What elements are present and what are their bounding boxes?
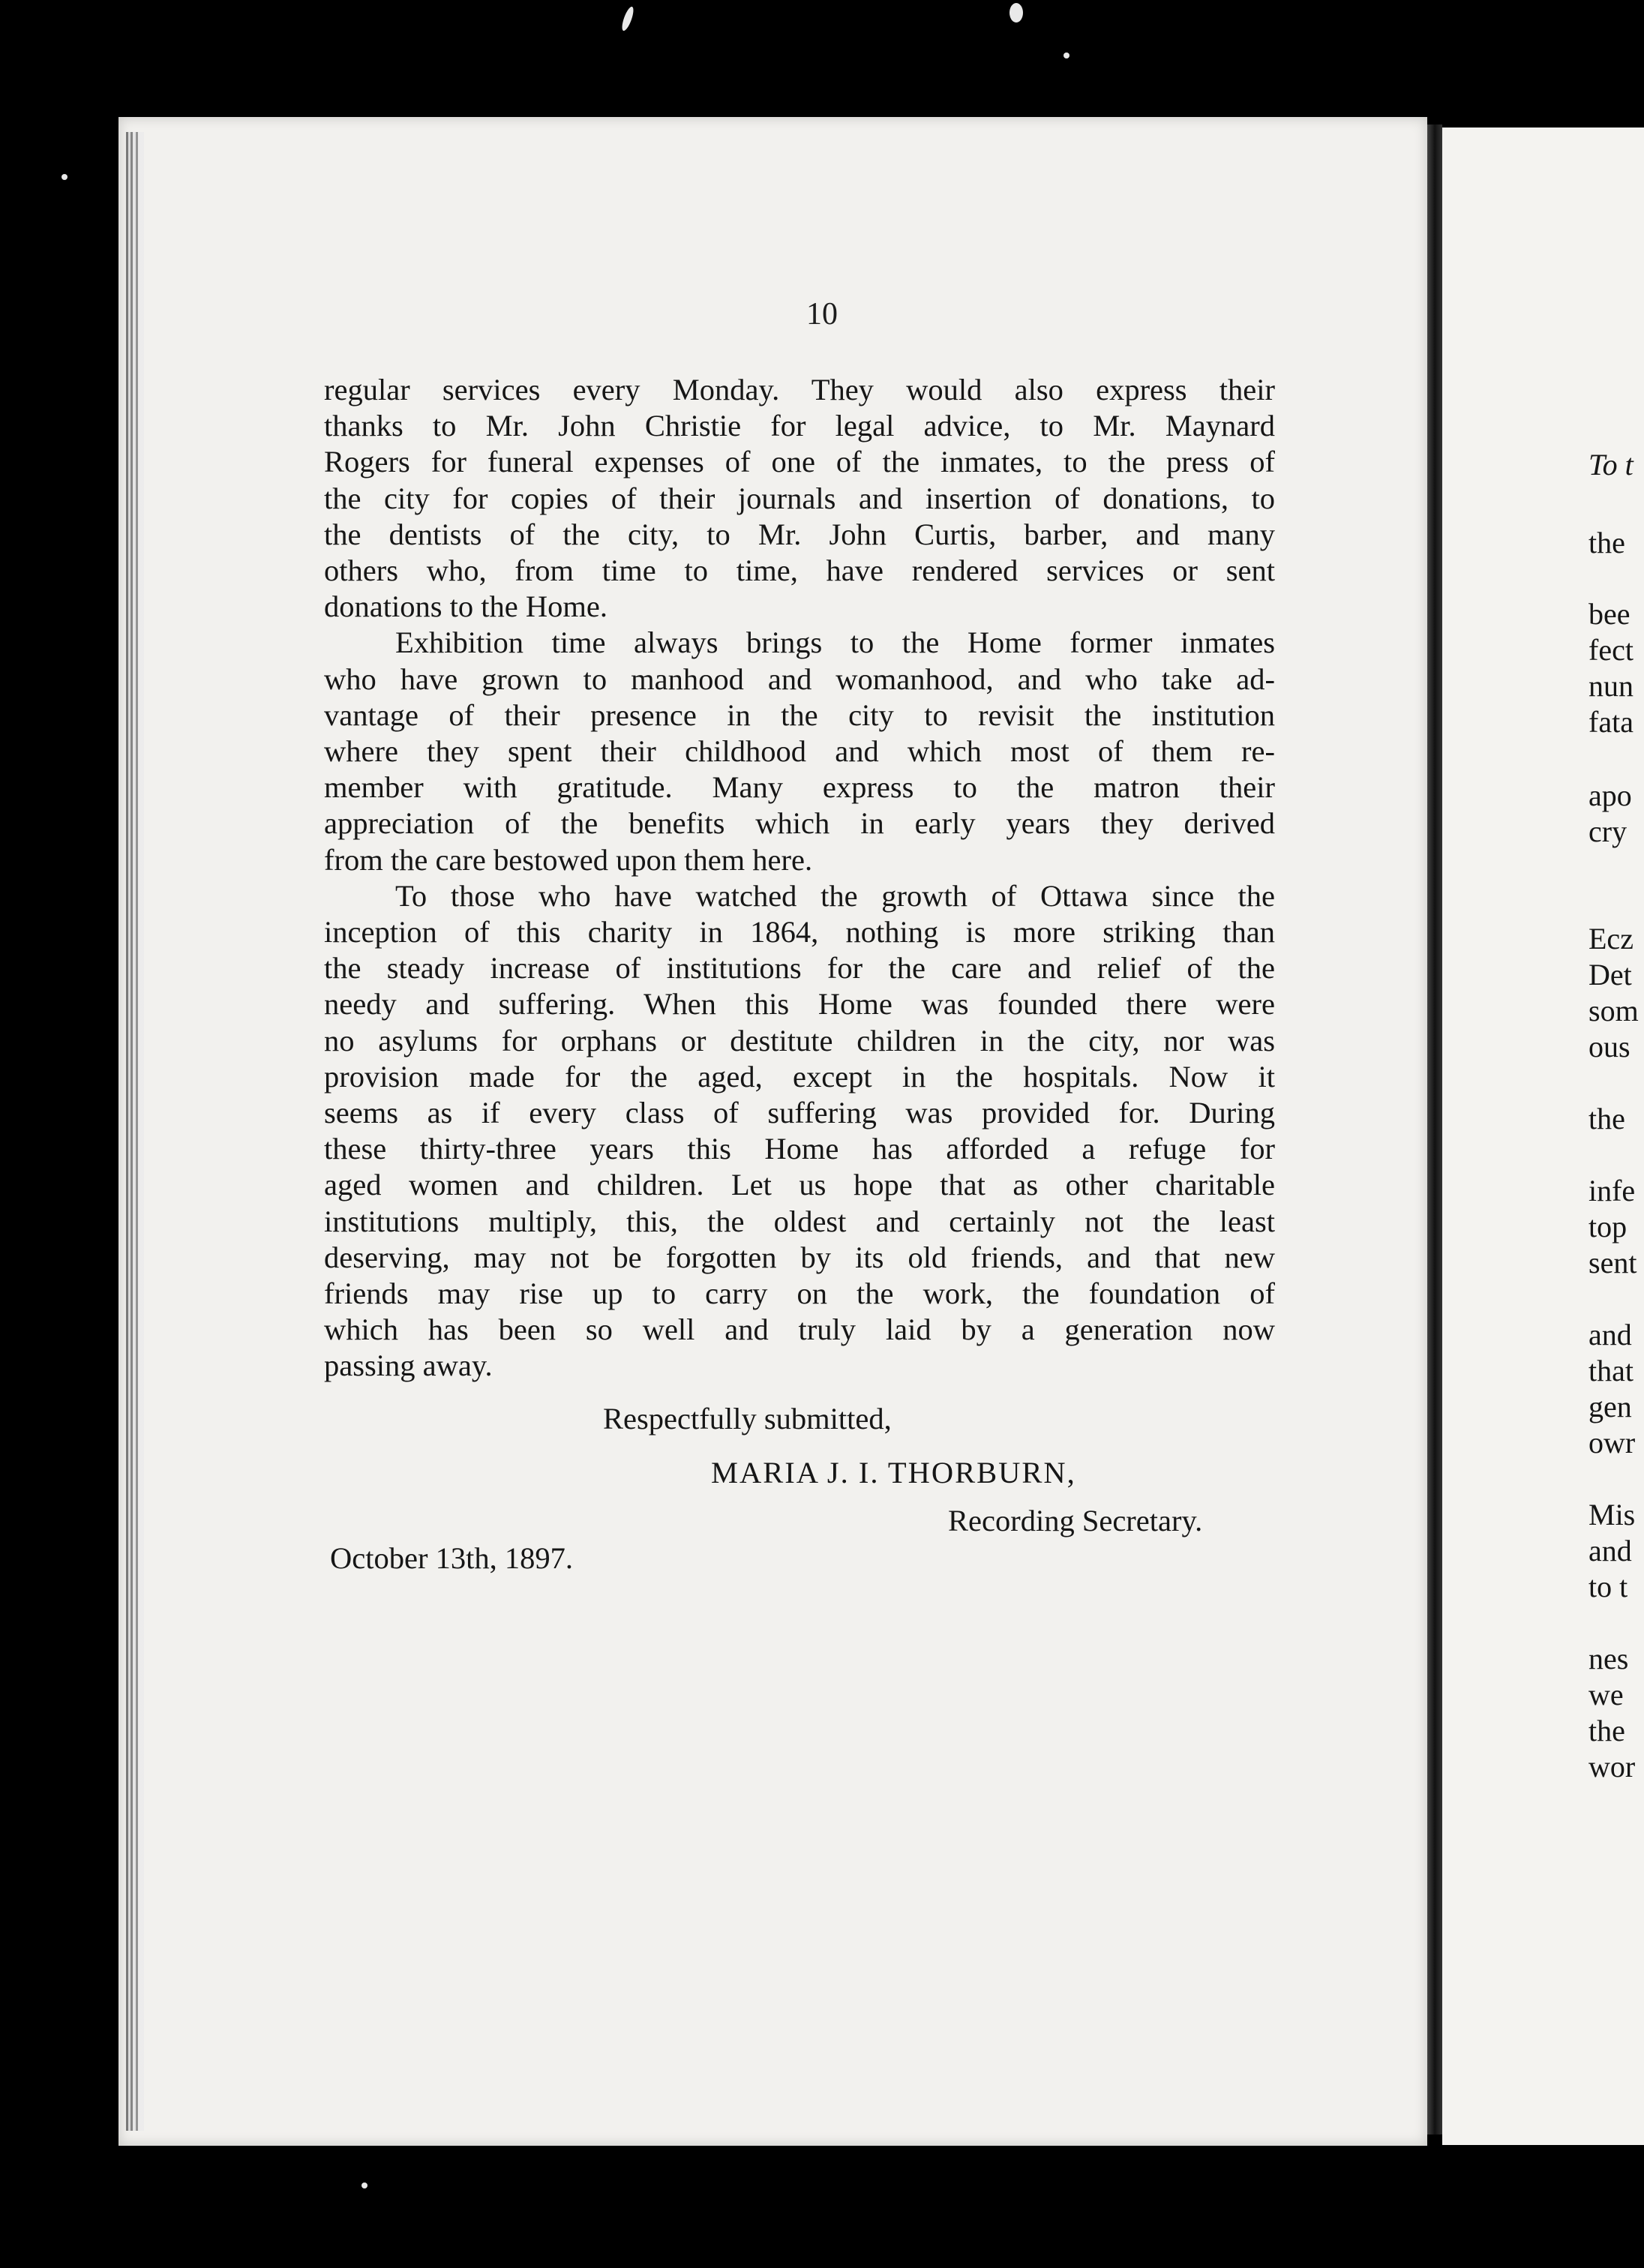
- body-text: [324, 372, 1275, 1384]
- text-line: inception of this charity in 1864, nothing is more striking than: [324, 915, 1275, 950]
- fragment-line: we: [1588, 1678, 1624, 1712]
- text-line: thanks to Mr. John Christie for legal advice, to Mr. Maynard: [324, 409, 1275, 443]
- text-line: the city for copies of their journals and insertion of donations, to: [324, 481, 1275, 515]
- fragment-line: Det: [1588, 958, 1632, 992]
- scan-speck: [362, 2182, 368, 2188]
- text-line: no asylums for orphans or destitute children in the city, nor was: [324, 1023, 1275, 1058]
- fragment-line: to t: [1588, 1570, 1628, 1604]
- text-line: member with gratitude. Many express to the matron their: [324, 770, 1275, 805]
- text-line: Exhibition time always brings to the Home former inmates: [395, 626, 1275, 660]
- paragraph-3: [324, 878, 1275, 1384]
- fragment-line: the: [1588, 1714, 1625, 1748]
- fragment-line: wor: [1588, 1750, 1636, 1784]
- text-line: deserving, may not be forgotten by its old friends, and that new: [324, 1240, 1275, 1274]
- text-line: where they spent their childhood and which most of them re-: [324, 734, 1275, 769]
- text-line: To those who have watched the growth of Ottawa since the: [395, 878, 1275, 913]
- fragment-line: Ecz: [1588, 922, 1634, 956]
- signatory-name: MARIA J. I. THORBURN,: [711, 1456, 1076, 1490]
- scan-speck: [62, 174, 68, 180]
- closing-respectfully: Respectfully submitted,: [603, 1402, 892, 1436]
- text-line: aged women and children. Let us hope that as other charitable: [324, 1168, 1275, 1202]
- fragment-line: gen: [1588, 1390, 1632, 1424]
- text-line: passing away.: [324, 1348, 493, 1383]
- text-line: others who, from time to time, have rendered services or sent: [324, 554, 1275, 588]
- fragment-line: and: [1588, 1534, 1632, 1568]
- text-line: appreciation of the benefits which in early years they derived: [324, 806, 1275, 841]
- text-line: donations to the Home.: [324, 590, 608, 624]
- scan-speck: [1010, 3, 1023, 22]
- text-line: friends may rise up to carry on the work, the foundation of: [324, 1276, 1275, 1311]
- text-line: who have grown to manhood and womanhood, and who take ad-: [324, 662, 1275, 696]
- fragment-line: the: [1588, 1102, 1625, 1136]
- fragment-line: bee: [1588, 597, 1630, 631]
- fragment-line: nun: [1588, 669, 1634, 703]
- text-line: seems as if every class of suffering was provided for. During: [324, 1096, 1275, 1130]
- fragment-line: top: [1588, 1210, 1628, 1244]
- scan-speck: [1064, 52, 1070, 58]
- fragment-line: To t: [1588, 448, 1634, 482]
- fragment-line: nes: [1588, 1642, 1629, 1676]
- text-line: the steady increase of institutions for the care and relief of the: [324, 951, 1275, 986]
- text-line: needy and suffering. When this Home was founded there were: [324, 987, 1275, 1022]
- fragment-line: Mis: [1588, 1498, 1636, 1532]
- text-line: regular services every Monday. They would also express their: [324, 373, 1275, 406]
- fragment-line: the: [1588, 526, 1625, 560]
- signatory-role: Recording Secretary.: [948, 1504, 1203, 1538]
- fragment-line: apo: [1588, 778, 1632, 812]
- right-page-text-fragments: [1588, 0, 1644, 2268]
- text-line: provision made for the aged, except in the hospitals. Now it: [324, 1059, 1275, 1094]
- text-line: the dentists of the city, to Mr. John Curtis, barber, and many: [324, 517, 1275, 551]
- book-gutter: [1427, 124, 1442, 2134]
- text-line: these thirty-three years this Home has afforded a refuge for: [324, 1132, 1275, 1166]
- fragment-line: fect: [1588, 633, 1634, 667]
- fragment-line: owr: [1588, 1426, 1636, 1460]
- report-date: October 13th, 1897.: [330, 1541, 573, 1575]
- fragment-line: cry: [1588, 814, 1628, 848]
- paragraph-1: [324, 372, 1275, 625]
- fragment-line: fata: [1588, 705, 1634, 739]
- fragment-line: sent: [1588, 1246, 1637, 1280]
- scan-speck: [620, 5, 635, 32]
- paragraph-2: [324, 625, 1275, 878]
- text-line: which has been so well and truly laid by a generation now: [324, 1312, 1275, 1347]
- text-line: institutions multiply, this, the oldest and certainly not the least: [324, 1204, 1275, 1238]
- text-line: Rogers for funeral expenses of one of the inmates, to the press of: [324, 445, 1275, 479]
- fragment-line: and: [1588, 1318, 1632, 1352]
- text-line: from the care bestowed upon them here.: [324, 842, 813, 877]
- fragment-line: ous: [1588, 1030, 1630, 1064]
- page-number: 10: [806, 297, 838, 332]
- page-edge-stack: [126, 132, 144, 2131]
- text-line: vantage of their presence in the city to revisit the institution: [324, 698, 1275, 732]
- fragment-line: som: [1588, 994, 1639, 1028]
- fragment-line: infe: [1588, 1174, 1636, 1208]
- fragment-line: that: [1588, 1354, 1634, 1388]
